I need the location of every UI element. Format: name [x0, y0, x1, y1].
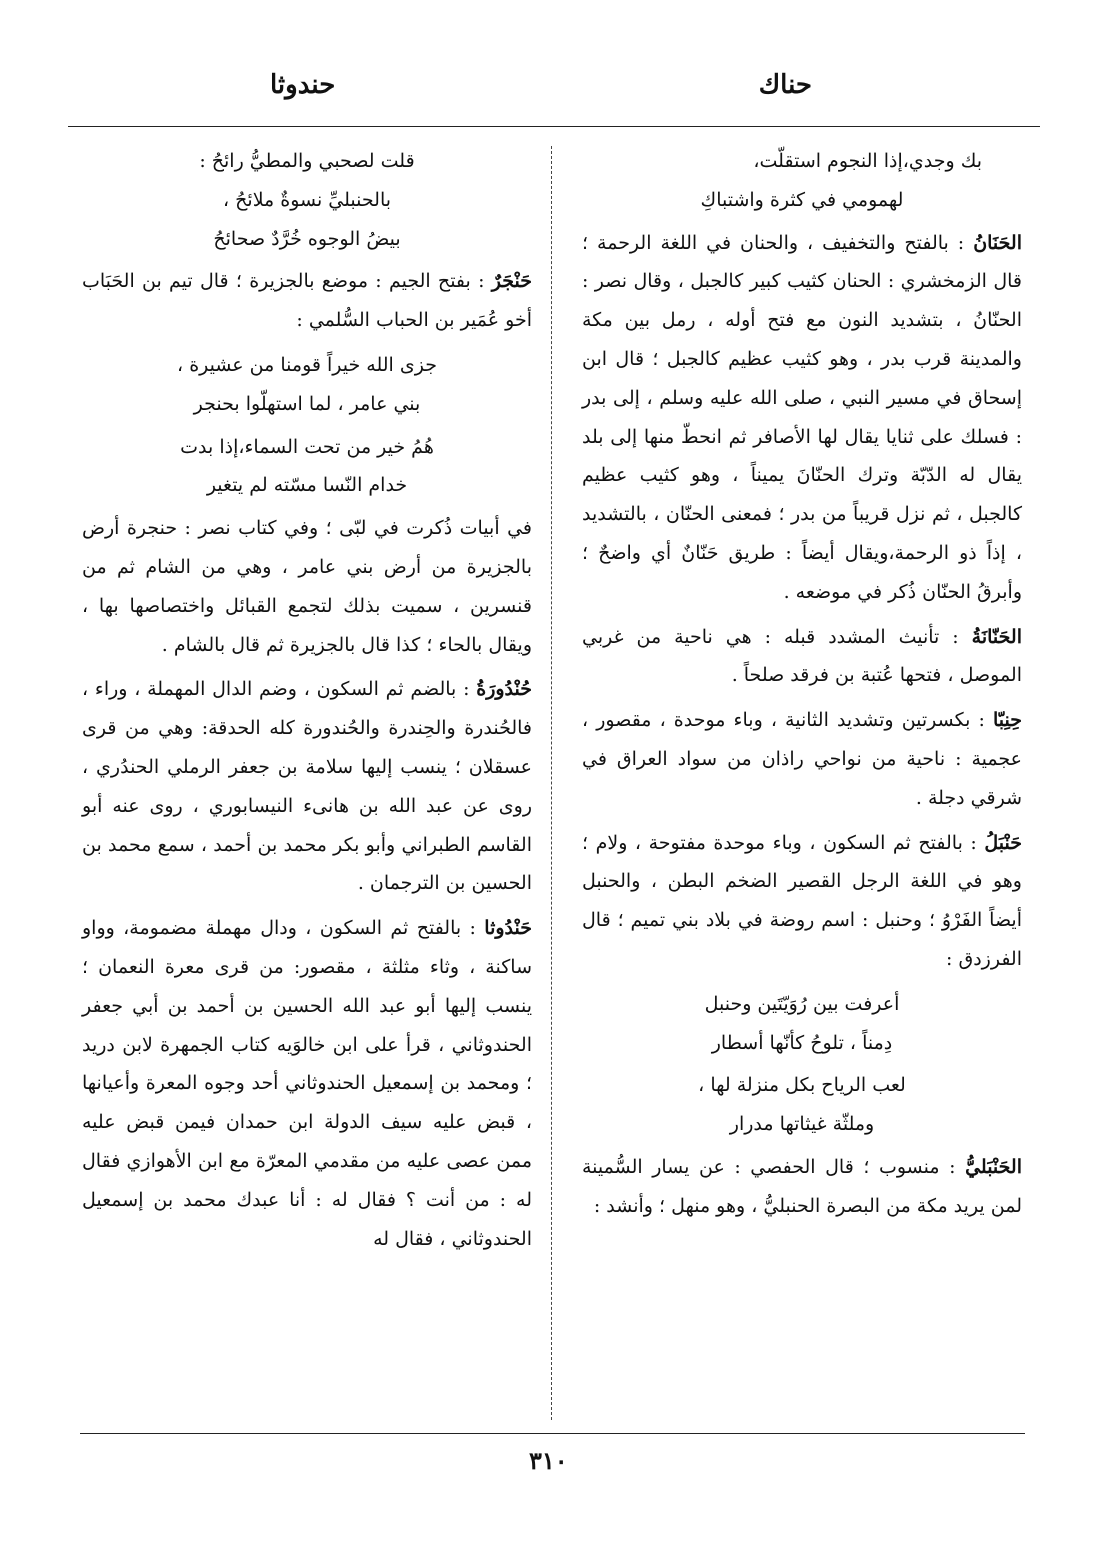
verse [82, 428, 532, 506]
running-head-right: حناك [758, 70, 812, 100]
verse-line: لعب الرياح بكل منزلة لها ، [698, 1074, 906, 1097]
entry-handura [82, 670, 532, 903]
verse-line: بالحنبليِّ نسوةٌ ملائحُ ، [222, 188, 392, 211]
verse-line: هُمُ خير من تحت السماء،إذا بدت [180, 435, 434, 458]
entry-text: : بفتح الجيم : موضع بالجزيرة ؛ قال تيم بن الحَبَاب أخو عُمَير بن الحباب السُّلمي : [82, 270, 532, 332]
entry-handutha [82, 909, 532, 1258]
paragraph-abyat: في أبيات ذُكرت في لبّى ؛ وفي كتاب نصر : حنجرة أرض بالجزيرة من أرض بني عامر ، وهي من الشام ثم من قنسرين ، سميت بذلك لتجمع القبائل واختصاصها بها ، ويقال بالحاء ؛ كذا قال بالجزيرة ثم قال بالشام . [82, 517, 532, 656]
verse-line: جزى الله خيراً قومنا من عشيرة ، [177, 353, 437, 376]
verse-line: بيضُ الوجوه خُرَّدٌ صحائحُ [213, 227, 401, 250]
right-column [582, 140, 1022, 1232]
footer-rule [80, 1433, 1025, 1434]
headword: حَنْبَلُ [984, 831, 1022, 854]
entry-text: : بكسرتين وتشديد الثانية ، وباء موحدة ، مقصور ، عجمية : ناحية من نواحي راذان من سواد العراق في شرقي دجلة . [582, 709, 1022, 809]
entry-text: : تأنيث المشدد قبله : هي ناحية من غربي الموصل ، فتحها عُتبة بن فرقد صلحاً . [582, 625, 1022, 687]
entry-text: : بالضم ثم السكون ، وضم الدال المهملة ، وراء ، فالحُندرة والحِندرة والحُندورة كله الحدقة: وهي من قرى عسقلان ؛ ينسب إليها سلامة بن جعفر الرملي الحندُري ، روى عن عبد الله بن هانىء النيسابوري ، روى عنه أبو القاسم الطبراني وأبو بكر محمد بن أحمد ، سمع محمد بن الحسين بن الترجمان . [82, 678, 532, 895]
entry-text: : منسوب ؛ قال الحفصي : عن يسار السُّمينة لمن يريد مكة من البصرة الحنبليُّ ، وهو منهل ؛ وأنشد : [582, 1155, 1022, 1217]
entry-hinibba [582, 701, 1022, 817]
verse [582, 985, 1022, 1063]
left-column [82, 140, 532, 1264]
entry-text: : بالفتح والتخفيف ، والحنان في اللغة الرحمة ؛ قال الزمخشري : الحنان كثيب كبير كالجبل ، وقال نصر : الحنّانُ ، بتشديد النون مع فتح أوله ، رمل بين مكة والمدينة قرب بدر ، وهو كثيب عظيم كالجبل ؛ قال ابن إسحاق في مسير النبي ، صلى الله عليه وسلم ، إلى بدر : فسلك على ثنايا يقال لها الأصافر ثم انحطّ منها إلى بلد يقال له الدّبّة وترك الحنّانَ يميناً ، وهو كثيب عظيم كالجبل ، ثم نزل قريباً من بدر ؛ فمعنى الحنّان ، بالتشديد ، إذاً ذو الرحمة،ويقال أيضاً : طريق حَنّانٌ أي واضحٌ ؛ وأبرقُ الحنّان ذُكر في موضعه . [582, 231, 1022, 603]
headword: الحَنَانُ [973, 231, 1022, 254]
verse [82, 142, 532, 258]
running-head-left: حندوثا [270, 70, 336, 100]
headword: حَنْدُوثا [484, 917, 532, 940]
verse-line: بني عامر ، لما استهلّوا بحنجر [193, 392, 421, 415]
entry-text: : بالفتح ثم السكون ، وباء موحدة مفتوحة ، ولام ؛ وهو في اللغة الرجل القصير الضخم البطن ، والحنبل أيضاً الفَرْوُ ؛ وحنبل : اسم روضة في بلاد بني تميم ؛ قال الفرزدق : [582, 831, 1022, 970]
headword: الحَنْبَليُّ [965, 1155, 1022, 1178]
verse [582, 142, 1022, 220]
verse-line: وملثّة غيثاتها مدرار [729, 1113, 875, 1136]
entry-hanbali [582, 1148, 1022, 1226]
verse-line: بك وجدي،إذا النجوم استقلّت، [753, 150, 982, 172]
header-rule [68, 126, 1040, 127]
verse-line: دِمناً ، تلوحُ كأنّها أسطار [711, 1031, 893, 1054]
verse-line: لهمومي في كثرة واشتباكِ [700, 188, 904, 211]
column-divider [551, 146, 552, 1420]
page-number: ٣١٠ [529, 1446, 568, 1475]
verse-line: قلت لصحبي والمطيُّ رائحُ : [199, 150, 415, 172]
entry-hanjar [82, 262, 532, 340]
headword: حُنْدُورَةُ [476, 678, 532, 701]
headword: حَنْجَرٌ [491, 270, 532, 293]
headword: حِنِبّا [992, 709, 1022, 732]
headword: الحَنّانَةُ [971, 625, 1022, 648]
verse-line: خدام النّسا مسّته لم يتغير [206, 474, 408, 497]
verse [82, 346, 532, 424]
entry-text: : بالفتح ثم السكون ، ودال مهملة مضمومة، وواو ساكنة ، وثاء مثلثة ، مقصور: من قرى معرة النعمان ؛ ينسب إليها أبو عبد الله الحسين بن أحمد بن أبي جعفر الحندوثاني ، قرأ على ابن خالوَيه كتاب الجمهرة لابن دريد ؛ ومحمد بن إسمعيل الحندوثاني أحد وجوه المعرة وأعيانها ، قبض عليه سيف الدولة ابن حمدان فيمن قبض عليه ممن عصى عليه من مقدمي المعرّة مع ابن الأهوازي فقال له : من أنت ؟ فقال له : أنا عبدك محمد بن إسمعيل الحندوثاني ، فقال له [82, 917, 532, 1250]
entry-hanbal [582, 824, 1022, 979]
entry-hanana [582, 618, 1022, 696]
verse [582, 1066, 1022, 1144]
verse-line: أعرفت بين رُوَيّتَين وحنبل [704, 992, 900, 1015]
entry-hanan [582, 224, 1022, 612]
